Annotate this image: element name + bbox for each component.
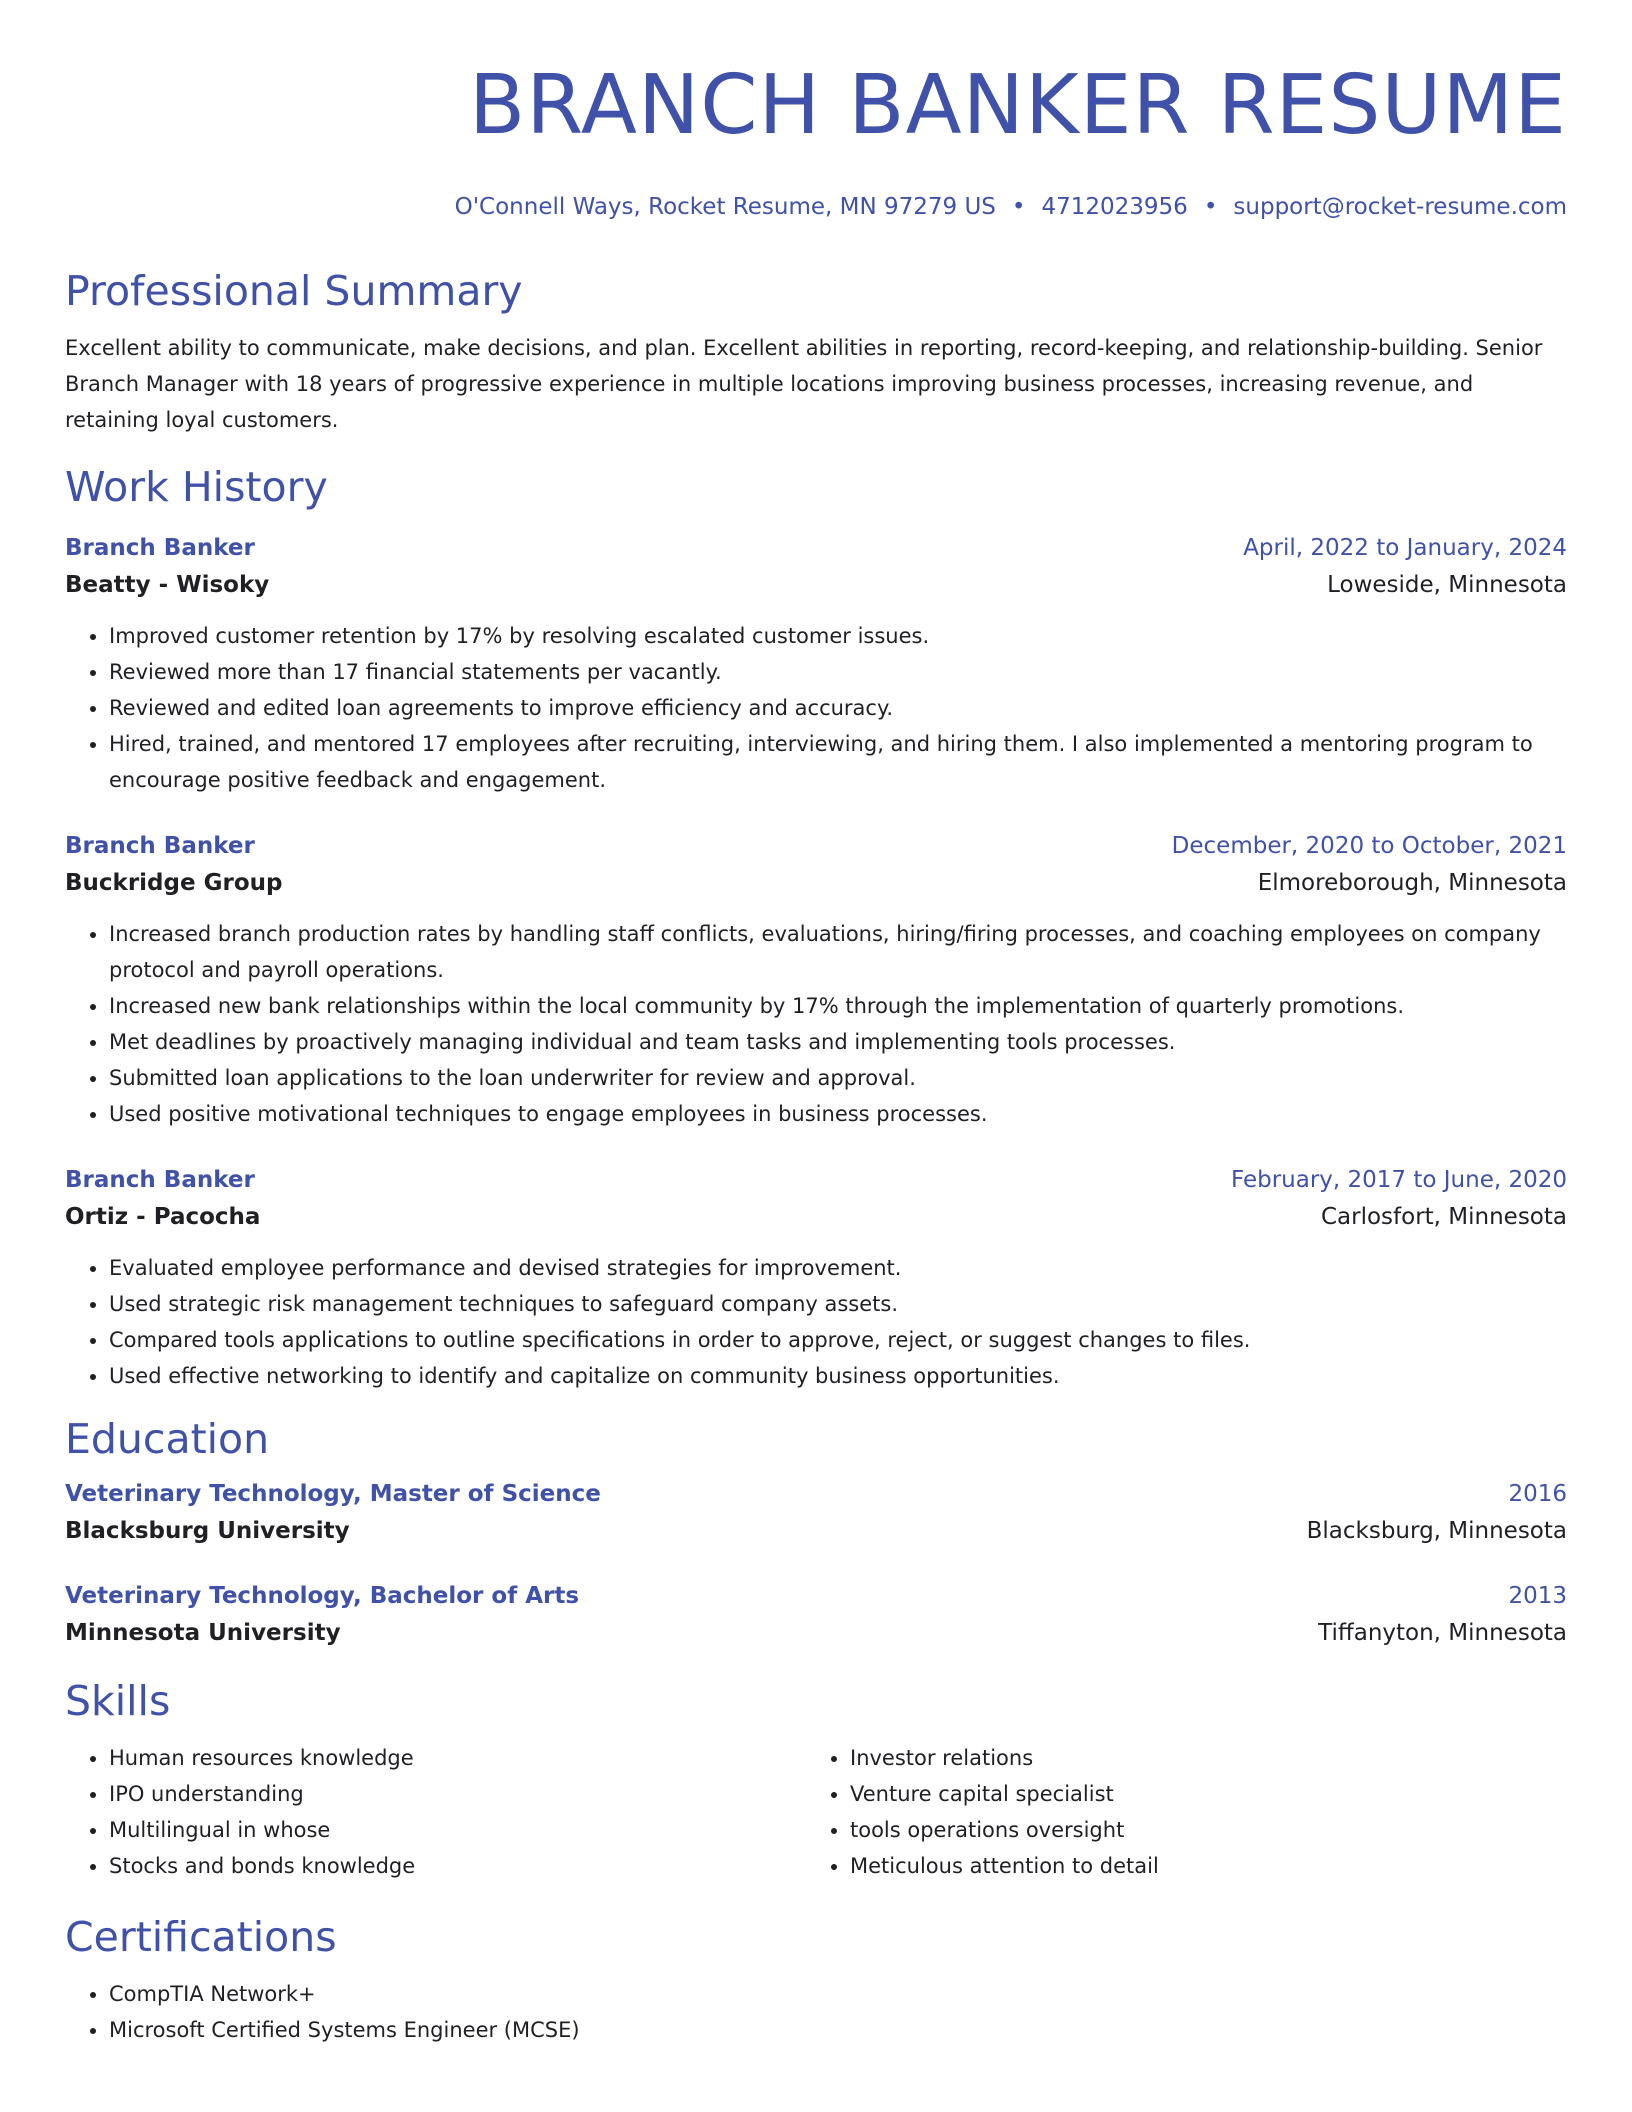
job-bullet: • Used strategic risk management techniques to safeguard company assets.	[109, 1286, 1567, 1322]
job-header-row	[65, 828, 1567, 864]
resume-title: BRANCH BANKER RESUME	[468, 58, 1567, 153]
skills-heading: Skills	[65, 1677, 171, 1725]
job-bullet: • Improved customer retention by 17% by resolving escalated customer issues.	[109, 618, 1567, 654]
job-dates: February, 2017 to June, 2020	[1230, 1167, 1567, 1193]
skill-item: • Human resources knowledge	[109, 1740, 806, 1776]
job-bullet: • Compared tools applications to outline specifications in order to approve, reject, or suggest changes to files.	[109, 1322, 1567, 1358]
education-location: Tiffanyton, Minnesota	[1318, 1620, 1567, 1646]
job-org-row	[65, 566, 1567, 604]
skill-item: • IPO understanding	[109, 1776, 806, 1812]
job-company: Ortiz - Pacocha	[65, 1204, 261, 1230]
education-header-row	[65, 1578, 1567, 1614]
job-bullet: • Increased branch production rates by handling staff conflicts, evaluations, hiring/firing processes, and coaching employees on company protocol and payroll operations.	[109, 916, 1567, 988]
contact-separator: •	[1203, 194, 1218, 220]
contact-phone: 4712023956	[1041, 194, 1188, 220]
contact-separator: •	[1011, 194, 1026, 220]
skill-item: • Multilingual in whose	[109, 1812, 806, 1848]
education-school-row	[65, 1614, 1567, 1652]
job-bullet: • Reviewed and edited loan agreements to improve efficiency and accuracy.	[109, 690, 1567, 726]
skill-item: • Meticulous attention to detail	[850, 1848, 1547, 1884]
job-bullet: • Used effective networking to identify and capitalize on community business opportunities.	[109, 1358, 1567, 1394]
job-header-row	[65, 530, 1567, 566]
job-role: Branch Banker	[65, 833, 255, 859]
job-location: Carlosfort, Minnesota	[1320, 1204, 1567, 1230]
job-org-row	[65, 1198, 1567, 1236]
certification-item: • Microsoft Certified Systems Engineer (MCSE)	[109, 2012, 1567, 2048]
job-bullet: • Used positive motivational techniques to engage employees in business processes.	[109, 1096, 1567, 1132]
contact-email[interactable]: support@rocket-resume.com	[1233, 194, 1567, 220]
job-entry	[65, 828, 1567, 1132]
skills-list-right	[806, 1740, 1547, 1884]
summary-text: Excellent ability to communicate, make decisions, and plan. Excellent abilities in reporting, record-keeping, and relationship-building. Senior Branch Manager with 18 years of progressive experience in multiple locations improving business processes, increasing revenue, and retaining loyal customers.	[65, 336, 1543, 432]
skills-grid	[65, 1740, 1567, 1884]
skill-item: • Stocks and bonds knowledge	[109, 1848, 806, 1884]
education-school: Minnesota University	[65, 1620, 341, 1646]
education-school-row	[65, 1512, 1567, 1550]
education-heading: Education	[65, 1415, 270, 1463]
job-bullets	[65, 618, 1567, 798]
job-entry	[65, 530, 1567, 798]
education-year: 2013	[1508, 1583, 1567, 1609]
job-bullet: • Evaluated employee performance and devised strategies for improvement.	[109, 1250, 1567, 1286]
education-degree: Veterinary Technology, Master of Science	[65, 1481, 601, 1507]
job-dates: April, 2022 to January, 2024	[1243, 535, 1567, 561]
job-header-row	[65, 1162, 1567, 1198]
work-history-heading: Work History	[65, 463, 328, 511]
education-year: 2016	[1508, 1481, 1567, 1507]
certifications-list	[65, 1976, 1567, 2048]
job-bullet: • Hired, trained, and mentored 17 employees after recruiting, interviewing, and hiring them. I also implemented a mentoring program to encourage positive feedback and engagement.	[109, 726, 1567, 798]
skills-list-left	[65, 1740, 806, 1884]
job-location: Loweside, Minnesota	[1327, 572, 1567, 598]
education-degree: Veterinary Technology, Bachelor of Arts	[65, 1583, 580, 1609]
summary-heading: Professional Summary	[65, 267, 523, 315]
job-dates: December, 2020 to October, 2021	[1171, 833, 1567, 859]
contact-address: O'Connell Ways, Rocket Resume, MN 97279 US	[454, 194, 996, 220]
job-bullet: • Increased new bank relationships within the local community by 17% through the implementation of quarterly promotions.	[109, 988, 1567, 1024]
education-entry	[65, 1578, 1567, 1652]
education-entry	[65, 1476, 1567, 1550]
education-school: Blacksburg University	[65, 1518, 350, 1544]
skill-item: • tools operations oversight	[850, 1812, 1547, 1848]
job-org-row	[65, 864, 1567, 902]
job-bullets	[65, 916, 1567, 1132]
skill-item: • Venture capital specialist	[850, 1776, 1547, 1812]
job-location: Elmoreborough, Minnesota	[1257, 870, 1567, 896]
certification-item: • CompTIA Network+	[109, 1976, 1567, 2012]
job-company: Beatty - Wisoky	[65, 572, 270, 598]
job-bullet: • Submitted loan applications to the loan underwriter for review and approval.	[109, 1060, 1567, 1096]
skill-item: • Investor relations	[850, 1740, 1547, 1776]
job-bullets	[65, 1250, 1567, 1394]
job-bullet: • Met deadlines by proactively managing individual and team tasks and implementing tools processes.	[109, 1024, 1567, 1060]
job-entry	[65, 1162, 1567, 1394]
certifications-heading: Certifications	[65, 1913, 337, 1961]
job-company: Buckridge Group	[65, 870, 283, 896]
education-location: Blacksburg, Minnesota	[1306, 1518, 1567, 1544]
job-bullet: • Reviewed more than 17 financial statements per vacantly.	[109, 654, 1567, 690]
job-role: Branch Banker	[65, 1167, 255, 1193]
contact-line	[65, 192, 1567, 222]
job-role: Branch Banker	[65, 535, 255, 561]
education-header-row	[65, 1476, 1567, 1512]
